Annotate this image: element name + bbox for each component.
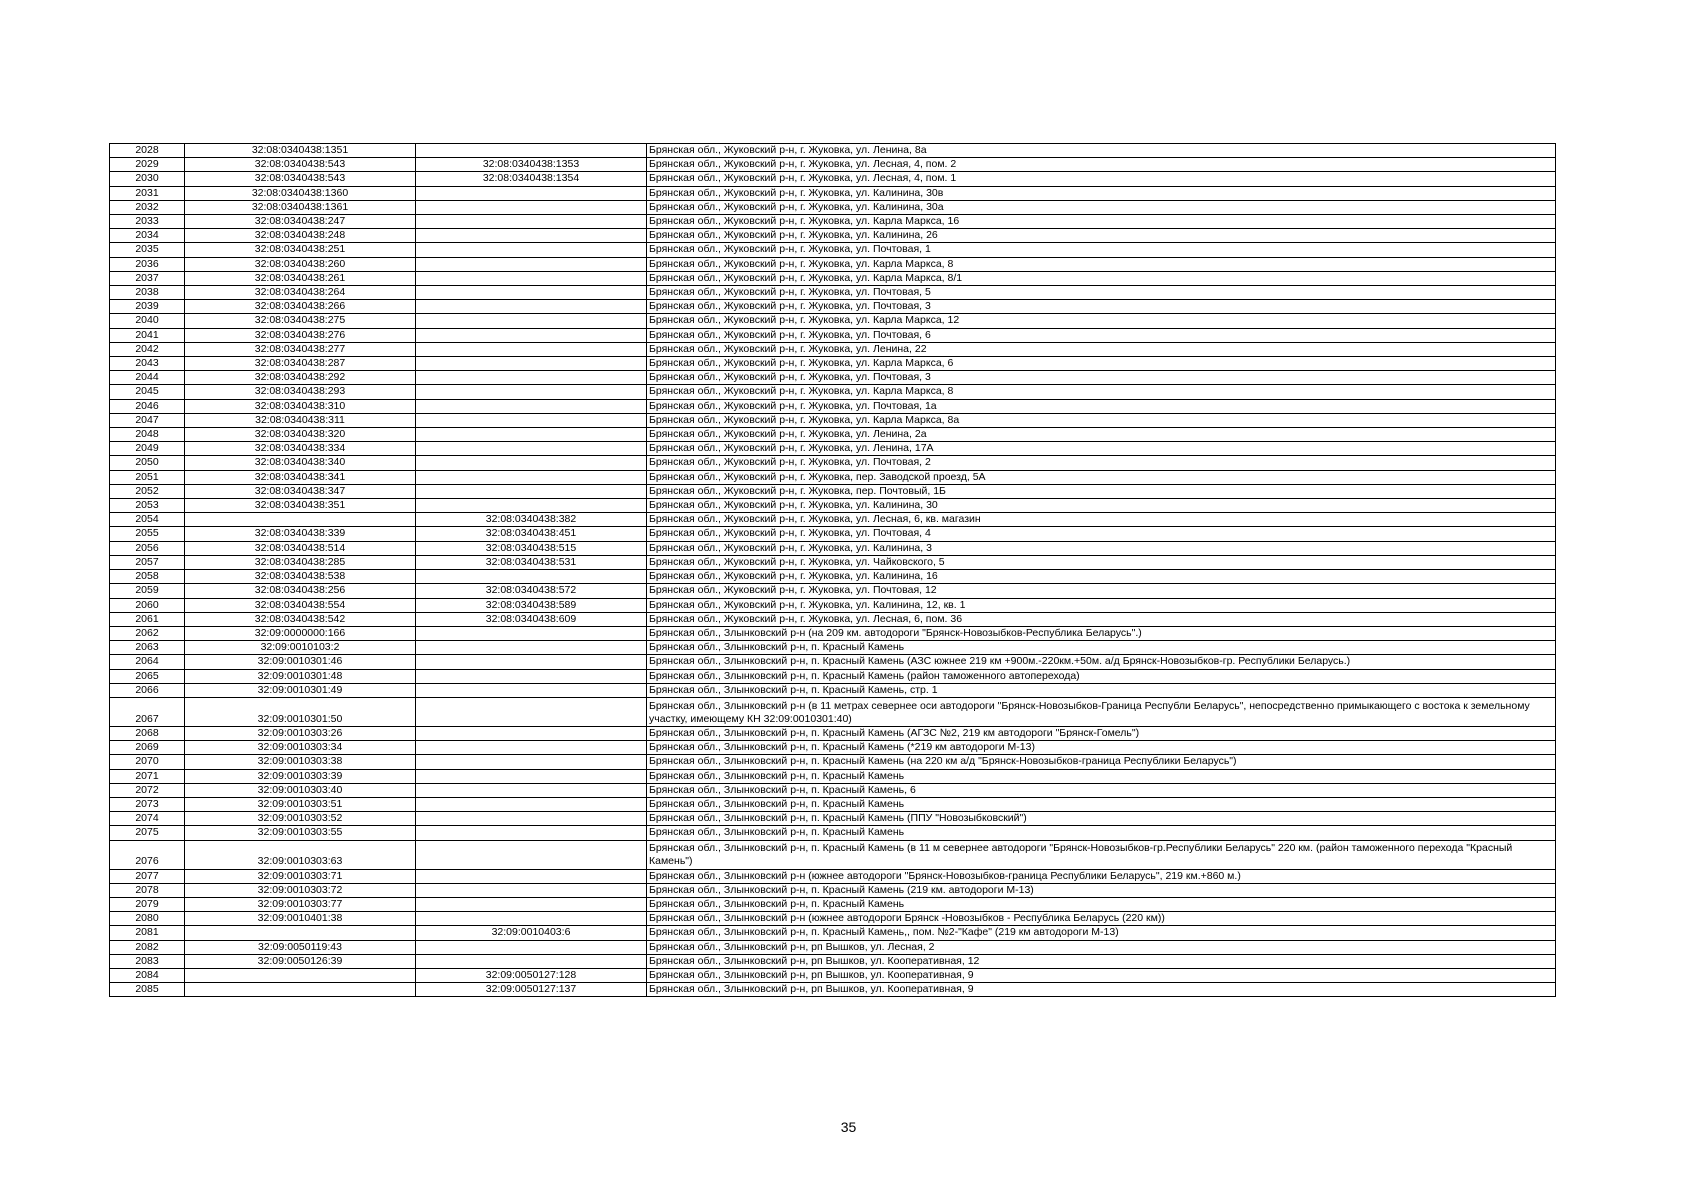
related-cadastral-number-cell: 32:09:0010403:6 [416,926,647,940]
row-number-cell: 2073 [110,797,185,811]
row-number-cell: 2058 [110,570,185,584]
table-row [110,527,1556,541]
address-cell: Брянская обл., Жуковский р-н, г. Жуковка, ул. Карла Маркса, 8 [647,385,1556,399]
related-cadastral-number-cell [416,826,647,840]
row-number-cell: 2028 [110,144,185,158]
address-cell: Брянская обл., Жуковский р-н, г. Жуковка, ул. Почтовая, 3 [647,371,1556,385]
row-number-cell: 2037 [110,271,185,285]
related-cadastral-number-cell: 32:08:0340438:531 [416,555,647,569]
row-number-cell: 2059 [110,584,185,598]
table-row [110,697,1556,726]
address-cell: Брянская обл., Злынковский р-н, п. Красный Камень (АГЗС №2, 219 км автодороги "Брянск-Гомель") [647,726,1556,740]
address-cell: Брянская обл., Жуковский р-н, г. Жуковка, пер. Почтовый, 1Б [647,484,1556,498]
row-number-cell: 2078 [110,883,185,897]
related-cadastral-number-cell [416,940,647,954]
table-row [110,926,1556,940]
table-row [110,385,1556,399]
related-cadastral-number-cell [416,456,647,470]
cadastral-number-cell [185,983,416,997]
row-number-cell: 2030 [110,172,185,186]
row-number-cell: 2034 [110,229,185,243]
address-cell: Брянская обл., Жуковский р-н, г. Жуковка, ул. Почтовая, 2 [647,456,1556,470]
related-cadastral-number-cell [416,428,647,442]
cadastral-number-cell: 32:08:0340438:340 [185,456,416,470]
related-cadastral-number-cell [416,342,647,356]
cadastral-number-cell: 32:08:0340438:542 [185,612,416,626]
table-row [110,555,1556,569]
table-row [110,484,1556,498]
table-row [110,357,1556,371]
address-cell: Брянская обл., Жуковский р-н, г. Жуковка, ул. Лесная, 6, кв. магазин [647,513,1556,527]
table-row [110,200,1556,214]
cadastral-number-cell: 32:09:0010303:52 [185,812,416,826]
table-row [110,783,1556,797]
row-number-cell: 2045 [110,385,185,399]
cadastral-number-cell: 32:09:0010303:40 [185,783,416,797]
related-cadastral-number-cell: 32:08:0340438:382 [416,513,647,527]
row-number-cell: 2046 [110,399,185,413]
table-row [110,940,1556,954]
cadastral-number-cell: 32:08:0340438:275 [185,314,416,328]
cadastral-number-cell: 32:08:0340438:311 [185,413,416,427]
related-cadastral-number-cell [416,229,647,243]
related-cadastral-number-cell: 32:09:0050127:128 [416,968,647,982]
cadastral-number-cell: 32:08:0340438:1360 [185,186,416,200]
related-cadastral-number-cell: 32:08:0340438:609 [416,612,647,626]
address-cell: Брянская обл., Жуковский р-н, г. Жуковка, ул. Почтовая, 1а [647,399,1556,413]
related-cadastral-number-cell: 32:08:0340438:1353 [416,158,647,172]
row-number-cell: 2054 [110,513,185,527]
row-number-cell: 2061 [110,612,185,626]
table-row [110,286,1556,300]
address-cell: Брянская обл., Злынковский р-н, п. Красный Камень (АЗС южнее 219 км +900м.-220км.+50м. а/д Брянск-Новозыбков-гр. Республики Беларусь.) [647,655,1556,669]
address-cell: Брянская обл., Злынковский р-н (южнее автодороги "Брянск-Новозыбков-граница Республики Беларусь", 219 км.+860 м.) [647,869,1556,883]
row-number-cell: 2050 [110,456,185,470]
address-cell: Брянская обл., Жуковский р-н, г. Жуковка, ул. Карла Маркса, 8а [647,413,1556,427]
table-row [110,755,1556,769]
row-number-cell: 2040 [110,314,185,328]
related-cadastral-number-cell [416,883,647,897]
table-row [110,215,1556,229]
cadastral-number-cell: 32:09:0010303:51 [185,797,416,811]
cadastral-number-cell: 32:09:0010303:26 [185,726,416,740]
cadastral-number-cell: 32:09:0010301:50 [185,697,416,726]
table-row [110,158,1556,172]
row-number-cell: 2052 [110,484,185,498]
address-cell: Брянская обл., Жуковский р-н, г. Жуковка, ул. Лесная, 4, пом. 1 [647,172,1556,186]
address-cell: Брянская обл., Жуковский р-н, г. Жуковка, ул. Почтовая, 6 [647,328,1556,342]
address-cell: Брянская обл., Злынковский р-н, п. Красный Камень (*219 км автодороги М-13) [647,741,1556,755]
table-row [110,869,1556,883]
cadastral-number-cell: 32:08:0340438:543 [185,172,416,186]
cadastral-number-cell: 32:09:0050126:39 [185,954,416,968]
address-cell: Брянская обл., Злынковский р-н, рп Вышков, ул. Лесная, 2 [647,940,1556,954]
table-row [110,314,1556,328]
related-cadastral-number-cell [416,300,647,314]
table-row [110,669,1556,683]
row-number-cell: 2080 [110,912,185,926]
table-row [110,257,1556,271]
table-row [110,641,1556,655]
table-row [110,271,1556,285]
row-number-cell: 2053 [110,499,185,513]
address-cell: Брянская обл., Жуковский р-н, г. Жуковка, ул. Почтовая, 3 [647,300,1556,314]
row-number-cell: 2064 [110,655,185,669]
cadastral-number-cell: 32:09:0010303:55 [185,826,416,840]
table-row [110,243,1556,257]
cadastral-number-cell: 32:09:0010303:63 [185,840,416,869]
cadastral-number-cell: 32:09:0010303:71 [185,869,416,883]
table-row [110,456,1556,470]
row-number-cell: 2032 [110,200,185,214]
row-number-cell: 2055 [110,527,185,541]
related-cadastral-number-cell [416,399,647,413]
cadastral-number-cell: 32:08:0340438:554 [185,598,416,612]
address-cell: Брянская обл., Жуковский р-н, г. Жуковка, ул. Калинина, 26 [647,229,1556,243]
address-cell: Брянская обл., Жуковский р-н, г. Жуковка, ул. Калинина, 30а [647,200,1556,214]
table-row [110,683,1556,697]
row-number-cell: 2085 [110,983,185,997]
address-cell: Брянская обл., Жуковский р-н, г. Жуковка, ул. Калинина, 30 [647,499,1556,513]
address-cell: Брянская обл., Жуковский р-н, г. Жуковка, ул. Ленина, 22 [647,342,1556,356]
table-row [110,741,1556,755]
row-number-cell: 2033 [110,215,185,229]
address-cell: Брянская обл., Жуковский р-н, г. Жуковка, ул. Лесная, 6, пом. 36 [647,612,1556,626]
row-number-cell: 2077 [110,869,185,883]
row-number-cell: 2029 [110,158,185,172]
related-cadastral-number-cell [416,286,647,300]
cadastral-number-cell: 32:09:0010303:77 [185,897,416,911]
related-cadastral-number-cell [416,271,647,285]
cadastral-number-cell: 32:09:0010103:2 [185,641,416,655]
cadastral-number-cell: 32:08:0340438:514 [185,541,416,555]
address-cell: Брянская обл., Жуковский р-н, г. Жуковка, ул. Почтовая, 1 [647,243,1556,257]
related-cadastral-number-cell [416,726,647,740]
related-cadastral-number-cell [416,442,647,456]
cadastral-number-cell: 32:09:0010303:39 [185,769,416,783]
address-cell: Брянская обл., Жуковский р-н, г. Жуковка, ул. Калинина, 16 [647,570,1556,584]
row-number-cell: 2047 [110,413,185,427]
related-cadastral-number-cell [416,655,647,669]
row-number-cell: 2043 [110,357,185,371]
row-number-cell: 2049 [110,442,185,456]
related-cadastral-number-cell [416,371,647,385]
address-cell: Брянская обл., Жуковский р-н, г. Жуковка, ул. Почтовая, 12 [647,584,1556,598]
cadastral-number-cell: 32:08:0340438:538 [185,570,416,584]
address-cell: Брянская обл., Жуковский р-н, г. Жуковка, ул. Чайковского, 5 [647,555,1556,569]
address-cell: Брянская обл., Злынковский р-н, п. Красный Камень [647,797,1556,811]
related-cadastral-number-cell: 32:09:0050127:137 [416,983,647,997]
related-cadastral-number-cell [416,669,647,683]
cadastral-number-cell: 32:08:0340438:287 [185,357,416,371]
address-cell: Брянская обл., Жуковский р-н, г. Жуковка, ул. Почтовая, 5 [647,286,1556,300]
cadastral-number-cell [185,968,416,982]
page-number: 35 [840,1119,857,1135]
cadastral-number-cell: 32:08:0340438:347 [185,484,416,498]
table-row [110,769,1556,783]
address-cell: Брянская обл., Злынковский р-н, рп Вышков, ул. Кооперативная, 9 [647,983,1556,997]
row-number-cell: 2075 [110,826,185,840]
table-row [110,840,1556,869]
related-cadastral-number-cell [416,769,647,783]
row-number-cell: 2038 [110,286,185,300]
table-row [110,797,1556,811]
table-row [110,342,1556,356]
related-cadastral-number-cell [416,626,647,640]
row-number-cell: 2041 [110,328,185,342]
row-number-cell: 2079 [110,897,185,911]
table-row [110,371,1556,385]
related-cadastral-number-cell [416,314,647,328]
table-row [110,570,1556,584]
row-number-cell: 2057 [110,555,185,569]
row-number-cell: 2081 [110,926,185,940]
address-cell: Брянская обл., Злынковский р-н, рп Вышков, ул. Кооперативная, 9 [647,968,1556,982]
row-number-cell: 2044 [110,371,185,385]
related-cadastral-number-cell [416,783,647,797]
row-number-cell: 2072 [110,783,185,797]
row-number-cell: 2039 [110,300,185,314]
related-cadastral-number-cell [416,470,647,484]
cadastral-number-cell: 32:08:0340438:251 [185,243,416,257]
related-cadastral-number-cell: 32:08:0340438:572 [416,584,647,598]
related-cadastral-number-cell [416,912,647,926]
table-row [110,726,1556,740]
address-cell: Брянская обл., Жуковский р-н, г. Жуковка, ул. Карла Маркса, 6 [647,357,1556,371]
related-cadastral-number-cell [416,186,647,200]
cadastral-number-cell: 32:08:0340438:310 [185,399,416,413]
cadastral-number-cell: 32:08:0340438:277 [185,342,416,356]
table-row [110,826,1556,840]
address-cell: Брянская обл., Жуковский р-н, г. Жуковка, ул. Карла Маркса, 8 [647,257,1556,271]
address-cell: Брянская обл., Жуковский р-н, г. Жуковка, ул. Карла Маркса, 16 [647,215,1556,229]
address-cell: Брянская обл., Злынковский р-н, п. Красный Камень, 6 [647,783,1556,797]
related-cadastral-number-cell [416,797,647,811]
related-cadastral-number-cell [416,413,647,427]
related-cadastral-number-cell: 32:08:0340438:589 [416,598,647,612]
row-number-cell: 2031 [110,186,185,200]
row-number-cell: 2068 [110,726,185,740]
address-cell: Брянская обл., Злынковский р-н, п. Красный Камень [647,826,1556,840]
row-number-cell: 2067 [110,697,185,726]
cadastral-number-cell: 32:09:0010303:34 [185,741,416,755]
row-number-cell: 2060 [110,598,185,612]
related-cadastral-number-cell [416,869,647,883]
table-row [110,144,1556,158]
cadastral-number-cell: 32:08:0340438:320 [185,428,416,442]
table-row [110,300,1556,314]
table-row [110,328,1556,342]
cadastral-number-cell: 32:08:0340438:334 [185,442,416,456]
row-number-cell: 2069 [110,741,185,755]
cadastral-number-cell: 32:08:0340438:285 [185,555,416,569]
cadastral-number-cell: 32:08:0340438:247 [185,215,416,229]
related-cadastral-number-cell [416,641,647,655]
cadastral-number-cell: 32:08:0340438:1361 [185,200,416,214]
table-row [110,584,1556,598]
row-number-cell: 2035 [110,243,185,257]
row-number-cell: 2036 [110,257,185,271]
table-row [110,968,1556,982]
table-row [110,499,1556,513]
row-number-cell: 2071 [110,769,185,783]
cadastral-number-cell: 32:09:0010303:38 [185,755,416,769]
table-row [110,626,1556,640]
related-cadastral-number-cell [416,570,647,584]
table-body [110,144,1556,997]
table-row [110,413,1556,427]
address-cell: Брянская обл., Злынковский р-н, п. Красный Камень (район таможенного автоперехода) [647,669,1556,683]
table-row [110,428,1556,442]
related-cadastral-number-cell [416,484,647,498]
cadastral-number-cell: 32:08:0340438:256 [185,584,416,598]
address-cell: Брянская обл., Жуковский р-н, г. Жуковка, ул. Ленина, 2а [647,428,1556,442]
related-cadastral-number-cell [416,200,647,214]
address-cell: Брянская обл., Жуковский р-н, г. Жуковка, ул. Почтовая, 4 [647,527,1556,541]
row-number-cell: 2048 [110,428,185,442]
related-cadastral-number-cell [416,328,647,342]
row-number-cell: 2083 [110,954,185,968]
table-row [110,954,1556,968]
row-number-cell: 2051 [110,470,185,484]
table-row [110,172,1556,186]
cadastral-number-cell: 32:09:0050119:43 [185,940,416,954]
cadastral-number-cell: 32:08:0340438:1351 [185,144,416,158]
address-cell: Брянская обл., Жуковский р-н, г. Жуковка, ул. Калинина, 30в [647,186,1556,200]
related-cadastral-number-cell [416,840,647,869]
row-number-cell: 2063 [110,641,185,655]
cadastral-number-cell: 32:08:0340438:261 [185,271,416,285]
address-cell: Брянская обл., Злынковский р-н, п. Красный Камень [647,897,1556,911]
cadastral-number-cell [185,926,416,940]
row-number-cell: 2082 [110,940,185,954]
address-cell: Брянская обл., Жуковский р-н, г. Жуковка, ул. Ленина, 17А [647,442,1556,456]
table-row [110,983,1556,997]
related-cadastral-number-cell [416,243,647,257]
cadastral-number-cell: 32:09:0010301:49 [185,683,416,697]
cadastral-number-cell: 32:08:0340438:264 [185,286,416,300]
cadastral-number-cell: 32:08:0340438:339 [185,527,416,541]
table-row [110,812,1556,826]
address-cell: Брянская обл., Жуковский р-н, г. Жуковка, пер. Заводской проезд, 5А [647,470,1556,484]
related-cadastral-number-cell [416,215,647,229]
address-cell: Брянская обл., Злынковский р-н, п. Красный Камень (на 220 км а/д "Брянск-Новозыбков-граница Республики Беларусь") [647,755,1556,769]
related-cadastral-number-cell: 32:08:0340438:451 [416,527,647,541]
related-cadastral-number-cell [416,357,647,371]
cadastral-number-cell: 32:08:0340438:266 [185,300,416,314]
row-number-cell: 2084 [110,968,185,982]
related-cadastral-number-cell: 32:08:0340438:515 [416,541,647,555]
table-row [110,229,1556,243]
cadastral-number-cell: 32:08:0340438:292 [185,371,416,385]
related-cadastral-number-cell [416,954,647,968]
table-row [110,883,1556,897]
table-row [110,598,1556,612]
cadastral-number-cell: 32:08:0340438:293 [185,385,416,399]
cadastral-number-cell: 32:08:0340438:351 [185,499,416,513]
address-cell: Брянская обл., Злынковский р-н (южнее автодороги Брянск -Новозыбков - Республика Беларусь (220 км)) [647,912,1556,926]
address-cell: Брянская обл., Жуковский р-н, г. Жуковка, ул. Лесная, 4, пом. 2 [647,158,1556,172]
address-cell: Брянская обл., Жуковский р-н, г. Жуковка, ул. Карла Маркса, 12 [647,314,1556,328]
property-register-table [109,143,1556,997]
table-row [110,655,1556,669]
row-number-cell: 2076 [110,840,185,869]
cadastral-number-cell: 32:08:0340438:248 [185,229,416,243]
related-cadastral-number-cell [416,897,647,911]
table-row [110,186,1556,200]
address-cell: Брянская обл., Злынковский р-н, п. Красный Камень, стр. 1 [647,683,1556,697]
row-number-cell: 2066 [110,683,185,697]
address-cell: Брянская обл., Злынковский р-н, п. Красный Камень [647,769,1556,783]
table-row [110,399,1556,413]
row-number-cell: 2074 [110,812,185,826]
row-number-cell: 2062 [110,626,185,640]
address-cell: Брянская обл., Злынковский р-н, рп Вышков, ул. Кооперативная, 12 [647,954,1556,968]
address-cell: Брянская обл., Жуковский р-н, г. Жуковка, ул. Калинина, 12, кв. 1 [647,598,1556,612]
cadastral-number-cell: 32:08:0340438:260 [185,257,416,271]
table-row [110,541,1556,555]
related-cadastral-number-cell [416,257,647,271]
cadastral-number-cell: 32:09:0010401:38 [185,912,416,926]
address-cell: Брянская обл., Жуковский р-н, г. Жуковка, ул. Карла Маркса, 8/1 [647,271,1556,285]
address-cell: Брянская обл., Злынковский р-н, п. Красный Камень,, пом. №2-"Кафе" (219 км автодороги М-13) [647,926,1556,940]
cadastral-number-cell: 32:09:0010301:48 [185,669,416,683]
table-row [110,442,1556,456]
address-cell: Брянская обл., Злынковский р-н, п. Красный Камень (в 11 м севернее автодороги "Брянск-Новозыбков-гр.Республики Беларусь" 220 км. (район таможенного перехода "Красный Камень") [647,840,1556,869]
table-row [110,897,1556,911]
related-cadastral-number-cell [416,683,647,697]
address-cell: Брянская обл., Злынковский р-н, п. Красный Камень (219 км. автодороги М-13) [647,883,1556,897]
cadastral-number-cell: 32:08:0340438:341 [185,470,416,484]
table-row [110,470,1556,484]
cadastral-number-cell: 32:09:0000000:166 [185,626,416,640]
address-cell: Брянская обл., Жуковский р-н, г. Жуковка, ул. Калинина, 3 [647,541,1556,555]
row-number-cell: 2042 [110,342,185,356]
related-cadastral-number-cell [416,755,647,769]
table-row [110,912,1556,926]
cadastral-number-cell: 32:08:0340438:543 [185,158,416,172]
related-cadastral-number-cell [416,499,647,513]
address-cell: Брянская обл., Злынковский р-н (в 11 метрах севернее оси автодороги "Брянск-Новозыбков-Граница Республи Беларусь", непосредственно примыкающего с востока к земельному участку, имеющему КН 32:09:0010301:40) [647,697,1556,726]
table-row [110,513,1556,527]
row-number-cell: 2056 [110,541,185,555]
related-cadastral-number-cell [416,385,647,399]
address-cell: Брянская обл., Злынковский р-н, п. Красный Камень (ППУ "Новозыбковский") [647,812,1556,826]
related-cadastral-number-cell [416,741,647,755]
cadastral-number-cell: 32:09:0010301:46 [185,655,416,669]
address-cell: Брянская обл., Злынковский р-н (на 209 км. автодороги "Брянск-Новозыбков-Республика Беларусь".) [647,626,1556,640]
table-row [110,612,1556,626]
related-cadastral-number-cell [416,144,647,158]
related-cadastral-number-cell [416,697,647,726]
address-cell: Брянская обл., Злынковский р-н, п. Красный Камень [647,641,1556,655]
row-number-cell: 2065 [110,669,185,683]
cadastral-number-cell: 32:08:0340438:276 [185,328,416,342]
cadastral-number-cell: 32:09:0010303:72 [185,883,416,897]
address-cell: Брянская обл., Жуковский р-н, г. Жуковка, ул. Ленина, 8а [647,144,1556,158]
related-cadastral-number-cell: 32:08:0340438:1354 [416,172,647,186]
related-cadastral-number-cell [416,812,647,826]
row-number-cell: 2070 [110,755,185,769]
cadastral-number-cell [185,513,416,527]
